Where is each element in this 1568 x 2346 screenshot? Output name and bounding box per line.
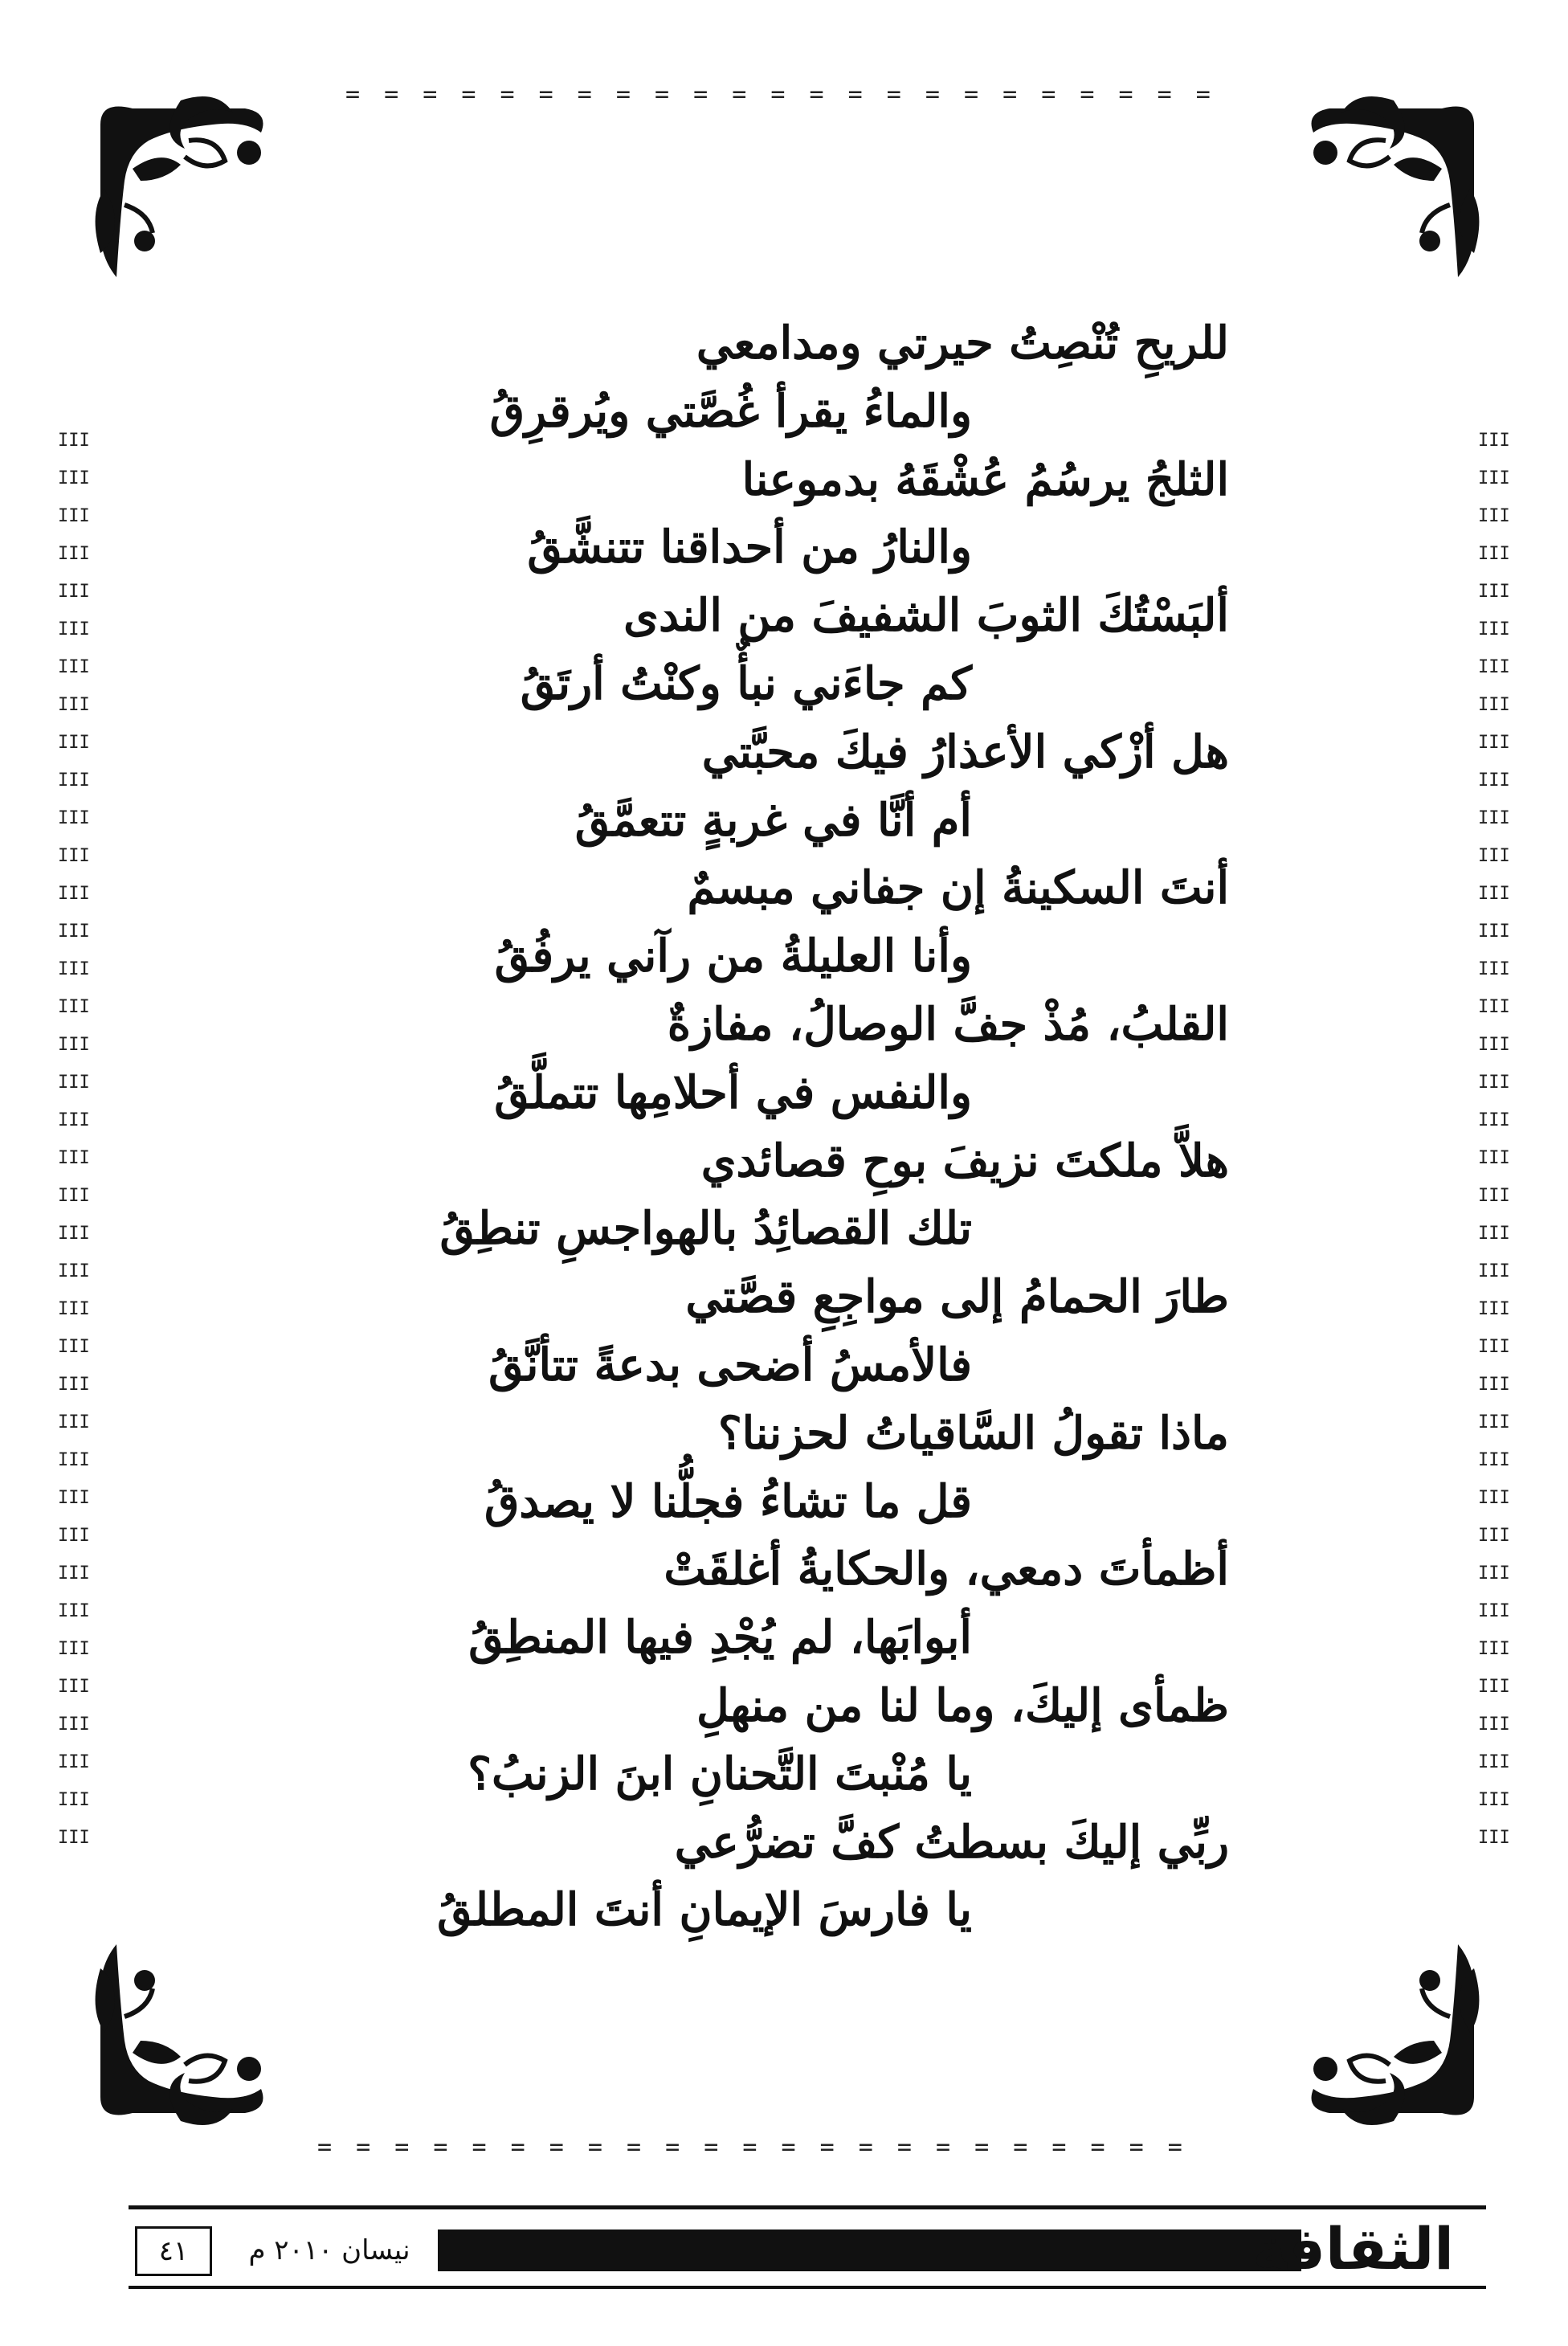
border-glyph: III (58, 1110, 90, 1130)
border-glyph: III (58, 1035, 90, 1055)
border-glyph: III (58, 1299, 90, 1319)
border-glyph: III (58, 770, 90, 791)
border-glyph: III (58, 582, 90, 602)
border-glyph: III (58, 1412, 90, 1433)
border-glyph: III (1478, 884, 1510, 904)
border-glyph: III (58, 1450, 90, 1470)
border-glyph: III (1478, 506, 1510, 526)
border-glyph: III (58, 922, 90, 942)
border-glyph: III (1478, 582, 1510, 602)
border-glyph: III (1478, 1450, 1510, 1470)
border-glyph: III (1478, 431, 1510, 451)
border-glyph: III (58, 619, 90, 640)
border-glyph: III (58, 506, 90, 526)
verse-line: للريحِ تُنْصِتُ حيرتي ومدامعي (696, 317, 1229, 370)
verse-line: كم جاءَني نبأٌ وكنْتُ أرتَقُ (520, 656, 972, 710)
verse-line: والماءُ يقرأ غُصَّتي ويُرقرِقُ (489, 384, 972, 438)
border-glyph: III (1478, 770, 1510, 791)
border-glyph: III (1478, 1563, 1510, 1584)
border-glyph: III (1478, 1035, 1510, 1055)
border-glyph: III (58, 1752, 90, 1772)
verse-line: هل أزْكي الأعذارُ فيكَ محبَّتي (701, 725, 1229, 779)
verse-line: طارَ الحمامُ إلى مواجِعِ قصَّتي (685, 1270, 1229, 1324)
border-glyph: III (58, 808, 90, 828)
border-glyph: III (1478, 959, 1510, 979)
border-glyph: III (58, 1828, 90, 1848)
verse-line: والنارُ من أحداقنا تتنشَّقُ (527, 521, 972, 574)
border-glyph: III (1478, 922, 1510, 942)
border-glyph: III (1478, 997, 1510, 1017)
verse-line: أظمأتَ دمعي، والحكايةُ أغلقَتْ (664, 1543, 1229, 1596)
border-glyph: III (1478, 1261, 1510, 1281)
border-glyph: III (58, 884, 90, 904)
verse-line: القلبُ، مُذْ جفَّ الوصالُ، مفازةٌ (667, 997, 1229, 1051)
left-side-border (58, 422, 90, 1884)
border-glyph: III (58, 1677, 90, 1697)
border-glyph: III (58, 468, 90, 488)
border-glyph: III (58, 846, 90, 866)
issue-date: نيسان ٢٠١٠ م (248, 2234, 410, 2266)
border-glyph: III (58, 1337, 90, 1357)
border-glyph: III (58, 695, 90, 715)
border-glyph: III (1478, 1110, 1510, 1130)
page-number: ٤١ (135, 2226, 212, 2276)
border-glyph: III (58, 1073, 90, 1093)
verse-line: والنفس في أحلامِها تتملَّقُ (494, 1065, 972, 1119)
border-glyph: III (1478, 808, 1510, 828)
verse-line: أنتَ السكينةُ إن جفاني مبسمٌ (687, 861, 1229, 915)
border-glyph: III (58, 1375, 90, 1395)
footer-black-bar (438, 2230, 1301, 2271)
border-glyph: III (1478, 1639, 1510, 1659)
border-glyph: III (1478, 1148, 1510, 1168)
border-glyph: III (58, 1186, 90, 1206)
top-left-corner-ornament-icon (84, 92, 285, 293)
verse-line: ماذا تقولُ السَّاقياتُ لحزننا؟ (717, 1406, 1229, 1460)
top-decorative-rule: = = = = = = = = = = = = = = = = = = = = = = = (345, 80, 1215, 108)
border-glyph: III (1478, 468, 1510, 488)
bottom-decorative-rule: = = = = = = = = = = = = = = = = = = = = = = = (317, 2133, 1187, 2161)
border-glyph: III (1478, 1375, 1510, 1395)
border-glyph: III (58, 1526, 90, 1546)
border-glyph: III (1478, 1715, 1510, 1735)
border-glyph: III (58, 959, 90, 979)
footer-top-rule (129, 2205, 1486, 2209)
verse-line: أم أنَّا في غربةٍ تتعمَّقُ (574, 793, 972, 847)
border-glyph: III (1478, 657, 1510, 677)
border-glyph: III (58, 1488, 90, 1508)
border-glyph: III (1478, 1752, 1510, 1772)
verse-line: ظمأى إليكَ، وما لنا من منهلِ (696, 1678, 1229, 1732)
border-glyph: III (1478, 1337, 1510, 1357)
border-glyph: III (58, 1639, 90, 1659)
verse-line: الثلجُ يرسُمُ عُشْقَهُ بدموعنا (741, 452, 1229, 506)
border-glyph: III (58, 657, 90, 677)
magazine-brand: الثقافة (1252, 2215, 1454, 2283)
border-glyph: III (58, 733, 90, 753)
poem-body (321, 309, 1245, 1944)
bottom-left-corner-ornament-icon (84, 1928, 285, 2129)
verse-line: هلاَّ ملكتَ نزيفَ بوحِ قصائدي (700, 1134, 1229, 1187)
border-glyph: III (1478, 544, 1510, 564)
footer-bottom-rule (129, 2286, 1486, 2289)
border-glyph: III (58, 1148, 90, 1168)
border-glyph: III (1478, 1186, 1510, 1206)
top-right-corner-ornament-icon (1289, 92, 1490, 293)
border-glyph: III (58, 1790, 90, 1810)
border-glyph: III (1478, 1828, 1510, 1848)
border-glyph: III (58, 1715, 90, 1735)
border-glyph: III (58, 431, 90, 451)
right-side-border (1478, 422, 1510, 1884)
border-glyph: III (1478, 1073, 1510, 1093)
verse-line: يا مُنْبتَ التَّحنانِ ابنَ الزنبُ؟ (468, 1747, 972, 1800)
border-glyph: III (1478, 1412, 1510, 1433)
border-glyph: III (1478, 1790, 1510, 1810)
border-glyph: III (1478, 733, 1510, 753)
border-glyph: III (58, 997, 90, 1017)
verse-line: ألبَسْتُكَ الثوبَ الشفيفَ من الندى (623, 589, 1229, 643)
border-glyph: III (58, 1601, 90, 1621)
border-glyph: III (1478, 1677, 1510, 1697)
border-glyph: III (58, 544, 90, 564)
border-glyph: III (58, 1224, 90, 1244)
verse-line: وأنا العليلةُ من رآني يرفُقُ (494, 930, 972, 983)
border-glyph: III (58, 1563, 90, 1584)
verse-line: يا فارسَ الإيمانِ أنتَ المطلقُ (437, 1883, 972, 1937)
border-glyph: III (1478, 846, 1510, 866)
border-glyph: III (1478, 1224, 1510, 1244)
border-glyph: III (1478, 1526, 1510, 1546)
verse-line: تلك القصائِدُ بالهواجسِ تنطِقُ (439, 1202, 972, 1256)
border-glyph: III (1478, 1488, 1510, 1508)
border-glyph: III (1478, 1299, 1510, 1319)
border-glyph: III (1478, 695, 1510, 715)
page-footer (129, 2205, 1486, 2294)
bottom-right-corner-ornament-icon (1289, 1928, 1490, 2129)
verse-line: قل ما تشاءُ فجلُّنا لا يصدقُ (484, 1474, 972, 1528)
verse-line: أبوابَها، لم يُجْدِ فيها المنطِقُ (468, 1611, 972, 1665)
border-glyph: III (1478, 619, 1510, 640)
verse-line: فالأمسُ أضحى بدعةً تتأنَّقُ (488, 1338, 972, 1392)
verse-line: ربِّي إليكَ بسطتُ كفَّ تضرُّعي (674, 1815, 1229, 1869)
border-glyph: III (58, 1261, 90, 1281)
border-glyph: III (1478, 1601, 1510, 1621)
